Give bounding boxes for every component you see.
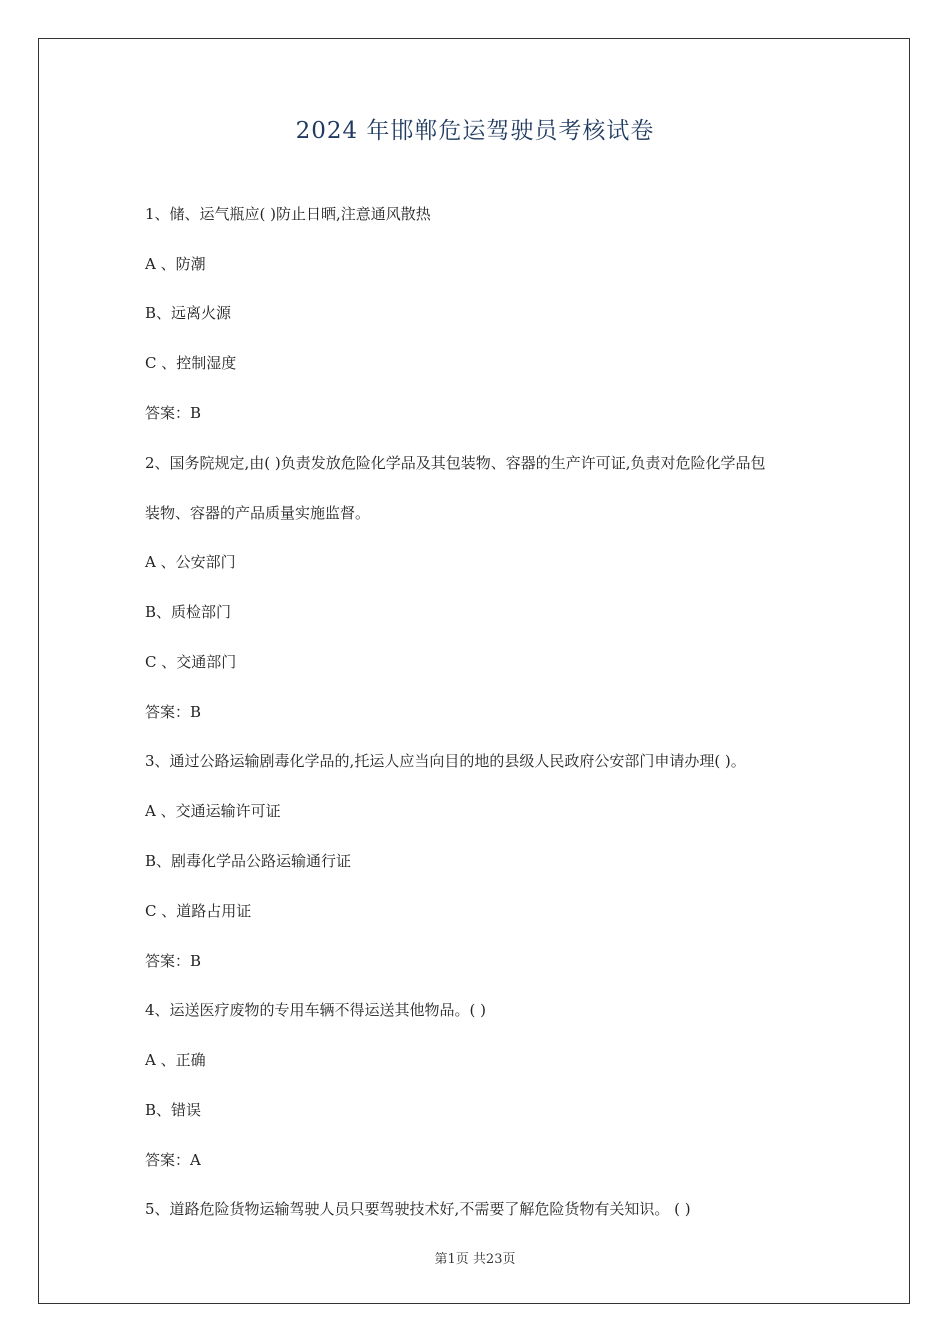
question-1-option-a: A 、防潮 bbox=[145, 255, 206, 273]
question-2-option-a: A 、公安部门 bbox=[145, 553, 236, 571]
page-number-footer: 第1页 共23页 bbox=[434, 1252, 516, 1267]
question-1-answer: 答案：B bbox=[145, 404, 202, 422]
question-3-answer: 答案：B bbox=[145, 952, 202, 970]
question-5-text: 5、道路危险货物运输驾驶人员只要驾驶技术好,不需要了解危险货物有关知识。 ( ) bbox=[145, 1200, 691, 1218]
question-4-option-b: B、错误 bbox=[145, 1101, 202, 1119]
question-3-option-c: C 、道路占用证 bbox=[145, 902, 252, 920]
question-3-text: 3、通过公路运输剧毒化学品的,托运人应当向目的地的县级人民政府公安部门申请办理( )。 bbox=[145, 752, 746, 770]
question-2-text-continued: 装物、容器的产品质量实施监督。 bbox=[145, 504, 371, 522]
question-2-option-b: B、质检部门 bbox=[145, 603, 232, 621]
question-4-text: 4、运送医疗废物的专用车辆不得运送其他物品。( ) bbox=[145, 1001, 487, 1019]
question-1-option-c: C 、控制湿度 bbox=[145, 354, 237, 372]
question-3-option-a: A 、交通运输许可证 bbox=[145, 802, 281, 820]
question-4-option-a: A 、正确 bbox=[145, 1051, 206, 1069]
question-2-option-c: C 、交通部门 bbox=[145, 653, 237, 671]
question-2-text: 2、国务院规定,由( )负责发放危险化学品及其包装物、容器的生产许可证,负责对危险化学品包 bbox=[145, 454, 766, 472]
question-1-option-b: B、远离火源 bbox=[145, 304, 232, 322]
question-1-text: 1、储、运气瓶应( )防止日晒,注意通风散热 bbox=[145, 205, 431, 223]
question-3-option-b: B、剧毒化学品公路运输通行证 bbox=[145, 852, 352, 870]
document-title: 2024 年邯郸危运驾驶员考核试卷 bbox=[295, 118, 655, 144]
question-4-answer: 答案：A bbox=[145, 1151, 201, 1169]
question-2-answer: 答案：B bbox=[145, 703, 202, 721]
